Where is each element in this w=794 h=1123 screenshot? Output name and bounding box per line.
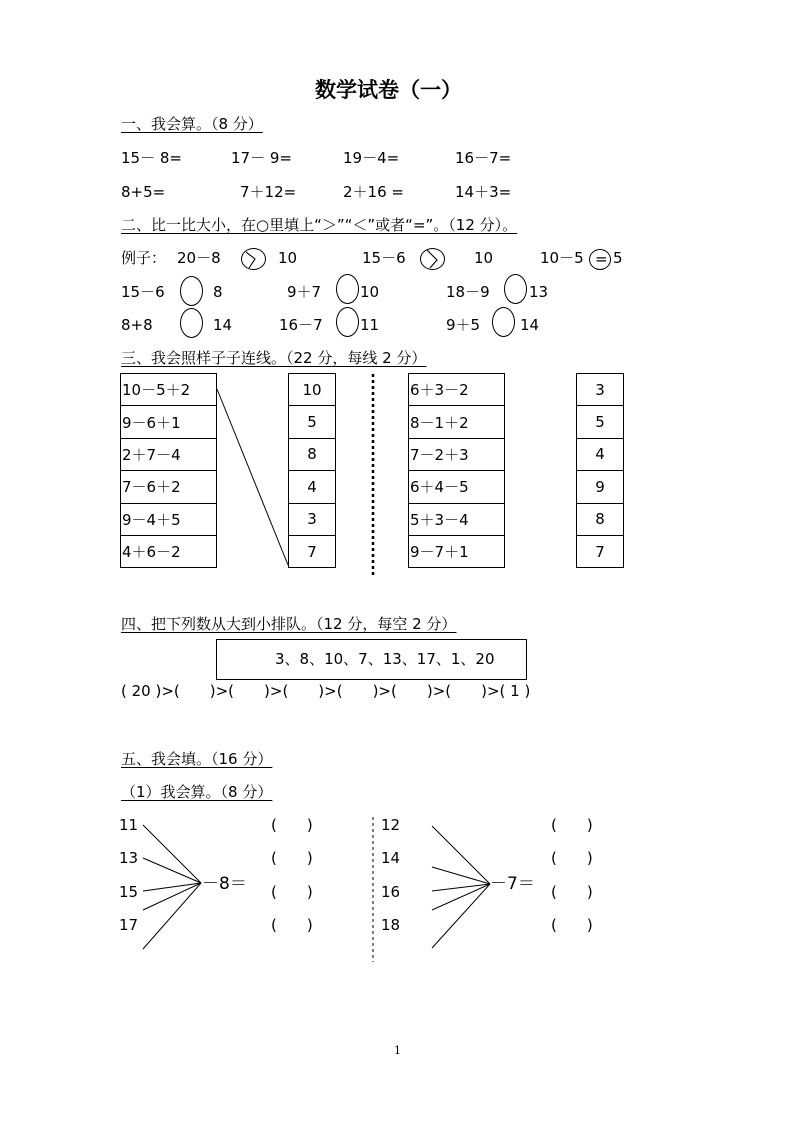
page-title: 数学试卷（一） <box>315 77 462 102</box>
table-cell[interactable]: 3 <box>577 374 624 406</box>
compare-left: 10－5 <box>540 249 584 267</box>
problem: 7＋12= <box>240 183 297 201</box>
compare-mark: = <box>595 250 608 268</box>
table-cell[interactable]: 9－6＋1 <box>121 406 217 438</box>
section-3-heading: 三、我会照样子子连线。（22 分，每线 2 分） <box>121 349 427 367</box>
table-cell[interactable]: 4 <box>289 471 336 503</box>
answer-blank[interactable]: ( ) <box>551 849 593 867</box>
section-5-heading: 五、我会填。（16 分） <box>121 750 273 768</box>
compare-right: 14 <box>213 316 233 334</box>
problem: 2＋16 = <box>343 183 404 201</box>
answer-blank[interactable]: ( ) <box>271 916 313 934</box>
table-cell[interactable]: 9－7＋1 <box>409 535 505 567</box>
example-label: 例子： <box>121 249 167 267</box>
compare-right: 10 <box>278 249 298 267</box>
table-cell[interactable]: 4 <box>577 438 624 470</box>
table-cell[interactable]: 10 <box>289 374 336 406</box>
answer-blank[interactable]: ( ) <box>271 816 313 834</box>
example-circle-tick <box>427 250 437 268</box>
compare-left: 15－6 <box>121 283 165 301</box>
left-number: 15 <box>119 883 139 901</box>
right-number: 16 <box>381 883 401 901</box>
problem: 15－ 8= <box>121 149 182 167</box>
left-operation: －8＝ <box>202 874 247 894</box>
table-cell[interactable]: 7－6＋2 <box>121 471 217 503</box>
right-fan-lines <box>432 826 490 948</box>
right-number: 14 <box>381 849 401 867</box>
table-cell[interactable]: 8－1＋2 <box>409 406 505 438</box>
left-number: 11 <box>119 816 139 834</box>
table-cell[interactable]: 5 <box>289 406 336 438</box>
problem: 19－4= <box>343 149 400 167</box>
table-cell[interactable]: 9－4＋5 <box>121 503 217 535</box>
compare-left: 15－6 <box>362 249 406 267</box>
table-cell[interactable]: 5 <box>577 406 624 438</box>
compare-left: 9＋7 <box>287 283 322 301</box>
example-circle-tick <box>246 252 255 268</box>
left-number: 17 <box>119 916 139 934</box>
table-cell[interactable]: 6＋3－2 <box>409 374 505 406</box>
compare-right: 5 <box>613 249 623 267</box>
compare-right: 10 <box>474 249 494 267</box>
right-number: 18 <box>381 916 401 934</box>
compare-left: 9＋5 <box>446 316 481 334</box>
compare-right: 10 <box>360 283 380 301</box>
problem: 8+5= <box>121 183 166 201</box>
section-4-heading: 四、把下列数从大到小排队。（12 分，每空 2 分） <box>121 615 457 633</box>
table-cell[interactable]: 8 <box>577 503 624 535</box>
table-cell[interactable]: 7 <box>289 535 336 567</box>
page-number: 1 <box>394 1044 401 1057</box>
compare-right: 11 <box>360 316 380 334</box>
table-cell[interactable]: 6＋4－5 <box>409 471 505 503</box>
section-1-heading: 一、我会算。（8 分） <box>121 115 263 133</box>
compare-left: 18－9 <box>446 283 490 301</box>
table-cell[interactable]: 7 <box>577 535 624 567</box>
table-cell[interactable]: 4＋6－2 <box>121 535 217 567</box>
compare-right: 14 <box>520 316 540 334</box>
right-operation: －7＝ <box>490 874 535 894</box>
compare-left: 16－7 <box>279 316 323 334</box>
right-number: 12 <box>381 816 401 834</box>
answer-blank[interactable]: ( ) <box>271 849 313 867</box>
numbers-list: 3、8、10、7、13、17、1、20 <box>275 650 495 668</box>
problem: 17－ 9= <box>231 149 292 167</box>
table-cell[interactable]: 5＋3－4 <box>409 503 505 535</box>
table-cell[interactable]: 10－5＋2 <box>121 374 217 406</box>
answer-blank[interactable]: ( ) <box>551 916 593 934</box>
compare-right: 8 <box>213 283 223 301</box>
problem: 16－7= <box>455 149 512 167</box>
answer-blank[interactable]: ( ) <box>551 883 593 901</box>
table-cell[interactable]: 3 <box>289 503 336 535</box>
answer-blank[interactable]: ( ) <box>271 883 313 901</box>
compare-right: 13 <box>529 283 549 301</box>
subsection-heading: （1）我会算。（8 分） <box>121 783 273 801</box>
left-number: 13 <box>119 849 139 867</box>
table-cell[interactable]: 7－2＋3 <box>409 438 505 470</box>
table-cell[interactable]: 8 <box>289 438 336 470</box>
problem: 14＋3= <box>455 183 512 201</box>
answer-blank[interactable]: ( ) <box>551 816 593 834</box>
table-cell[interactable]: 9 <box>577 471 624 503</box>
table-cell[interactable]: 2＋7－4 <box>121 438 217 470</box>
left-fan-lines <box>143 825 201 949</box>
order-sequence[interactable]: ( 20 )>( )>( )>( )>( )>( )>( )>( 1 ) <box>121 682 531 700</box>
compare-left: 8+8 <box>121 316 153 334</box>
example-connect-line <box>217 389 288 565</box>
section-2-heading: 二、比一比大小，在○里填上“＞”“＜”或者“=”。（12 分）。 <box>121 216 518 234</box>
compare-left: 20－8 <box>177 249 221 267</box>
